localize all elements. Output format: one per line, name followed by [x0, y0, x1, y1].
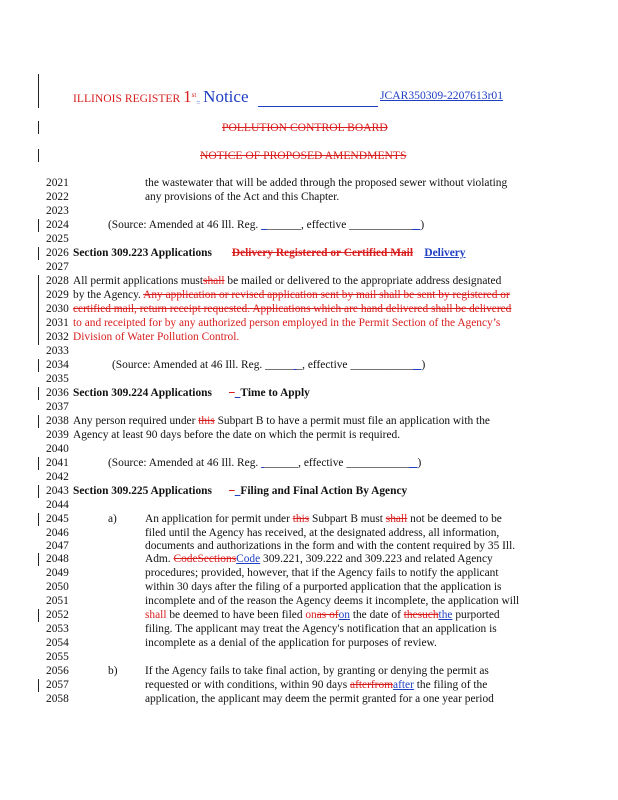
line-number: 2030 [46, 303, 69, 315]
line-number: 2024 [46, 219, 69, 231]
body-line: All permit applications mustshall be mailed or delivered to the appropriate address designated [73, 275, 502, 287]
body-line: to and receipted for by any authorized person employed in the Permit Section of the Agency’s [73, 317, 501, 329]
line-number: 2038 [46, 415, 69, 427]
change-bar [38, 275, 39, 345]
notice-number: 1 [183, 87, 192, 106]
body-line: application, the applicant may deem the permit granted for a one year period [145, 693, 494, 705]
item-label: b) [108, 665, 118, 677]
line-number: 2048 [46, 553, 69, 565]
source-note: (Source: Amended at 46 Ill. Reg. _____ _, effective ___________ ) [112, 359, 426, 371]
change-bar [38, 485, 39, 498]
insert-mark: = [196, 99, 201, 107]
body-line: filed until the Agency has received, at the designated address, all information, [145, 527, 500, 539]
line-number: 2058 [46, 693, 69, 705]
body-line: An application for permit under this Subpart B must shall not be deemed to be [145, 513, 502, 525]
body-line: requested or with conditions, within 90 days afterfromafter the filing of the [145, 679, 488, 691]
body-line: filing. The applicant may treat the Agency's notification that an application is [145, 623, 497, 635]
header-rule [258, 106, 378, 107]
item-label: a) [108, 513, 117, 525]
notice-label: Notice [203, 87, 249, 106]
line-number: 2036 [46, 387, 69, 399]
line-number: 2057 [46, 679, 69, 691]
line-number: 2028 [46, 275, 69, 287]
change-bar [38, 679, 39, 692]
change-bar [38, 247, 39, 260]
change-bar [38, 457, 39, 470]
line-number: 2045 [46, 513, 69, 525]
body-line: the wastewater that will be added through the proposed sewer without violating [145, 177, 508, 189]
body-line: Division of Water Pollution Control. [73, 331, 240, 343]
line-number: 2051 [46, 595, 69, 607]
change-bar [38, 121, 39, 134]
source-note: (Source: Amended at 46 Ill. Reg. ______, effective ___________ ) [108, 457, 422, 469]
line-number: 2049 [46, 567, 69, 579]
line-number: 2056 [46, 665, 69, 677]
line-number: 2027 [46, 261, 69, 273]
body-line: procedures; provided, however, that if the Agency fails to notify the applicant [145, 567, 499, 579]
line-number: 2044 [46, 499, 69, 511]
register-title: ILLINOIS REGISTER [73, 92, 181, 105]
body-line: shall be deemed to have been filed onas ofon the date of thesuchthe purported [145, 609, 500, 621]
line-number: 2050 [46, 581, 69, 593]
line-number: 2022 [46, 191, 69, 203]
body-line: If the Agency fails to take final action, by granting or denying the permit as [145, 665, 489, 677]
jcar-code: JCAR350309-2207613r01 [380, 89, 504, 102]
line-number: 2021 [46, 177, 69, 189]
notice-number-suffix: st [191, 91, 197, 100]
section-heading: Section 309.225 Applications Filing and Final Action By Agency [73, 485, 408, 497]
line-number: 2037 [46, 401, 69, 413]
body-line: by the Agency. Any application or revised application sent by mail shall be sent by registered or [73, 289, 510, 301]
body-line: Any person required under this Subpart B to have a permit must file an application with the [73, 415, 490, 427]
change-bar [38, 149, 39, 162]
change-bar [38, 609, 39, 622]
section-heading: Section 309.223 Applications Delivery Registered or Certified Mail Delivery [73, 247, 466, 259]
line-number: 2040 [46, 443, 69, 455]
source-note: (Source: Amended at 46 Ill. Reg. ______, effective ___________ ) [108, 219, 425, 231]
line-number: 2052 [46, 609, 69, 621]
line-number: 2053 [46, 623, 69, 635]
line-number: 2055 [46, 651, 69, 663]
deleted-line: certified mail, return receipt requested. Applications which are hand delivered shall be delivered [73, 303, 512, 315]
change-bar [38, 74, 39, 108]
body-line: Adm. CodeSectionsCode 309.221, 309.222 and 309.223 and related Agency [145, 553, 493, 565]
change-bar [38, 359, 39, 372]
board-title: POLLUTION CONTROL BOARD [222, 121, 388, 134]
notice-title: NOTICE OF PROPOSED AMENDMENTS [200, 149, 407, 162]
change-bar [38, 415, 39, 428]
line-number: 2033 [46, 345, 69, 357]
change-bar [38, 219, 39, 232]
line-number: 2047 [46, 540, 69, 552]
body-line: incomplete as a denial of the application for purposes of review. [145, 637, 437, 649]
body-line: Agency at least 90 days before the date on which the permit is required. [73, 429, 401, 441]
line-number: 2034 [46, 359, 69, 371]
line-number: 2029 [46, 289, 69, 301]
body-line: any provisions of the Act and this Chapter. [145, 191, 340, 203]
line-number: 2039 [46, 429, 69, 441]
document-header [73, 87, 249, 107]
body-line: documents and authorizations in the form and with the content required by 35 Ill. [145, 540, 516, 552]
line-number: 2041 [46, 457, 69, 469]
line-number: 2032 [46, 331, 69, 343]
line-number: 2026 [46, 247, 69, 259]
line-number: 2035 [46, 373, 69, 385]
line-number: 2025 [46, 233, 69, 245]
line-number: 2023 [46, 205, 69, 217]
line-number: 2054 [46, 637, 69, 649]
section-heading: Section 309.224 Applications Time to Apply [73, 387, 310, 399]
line-number: 2042 [46, 471, 69, 483]
line-number: 2046 [46, 527, 69, 539]
body-line: within 30 days after the filing of a purported application that the application is [145, 581, 502, 593]
change-bar [38, 513, 39, 526]
line-number: 2031 [46, 317, 69, 329]
line-number: 2043 [46, 485, 69, 497]
body-line: incomplete and of the reason the Agency deems it incomplete, the application will [145, 595, 520, 607]
change-bar [38, 553, 39, 566]
change-bar [38, 387, 39, 400]
